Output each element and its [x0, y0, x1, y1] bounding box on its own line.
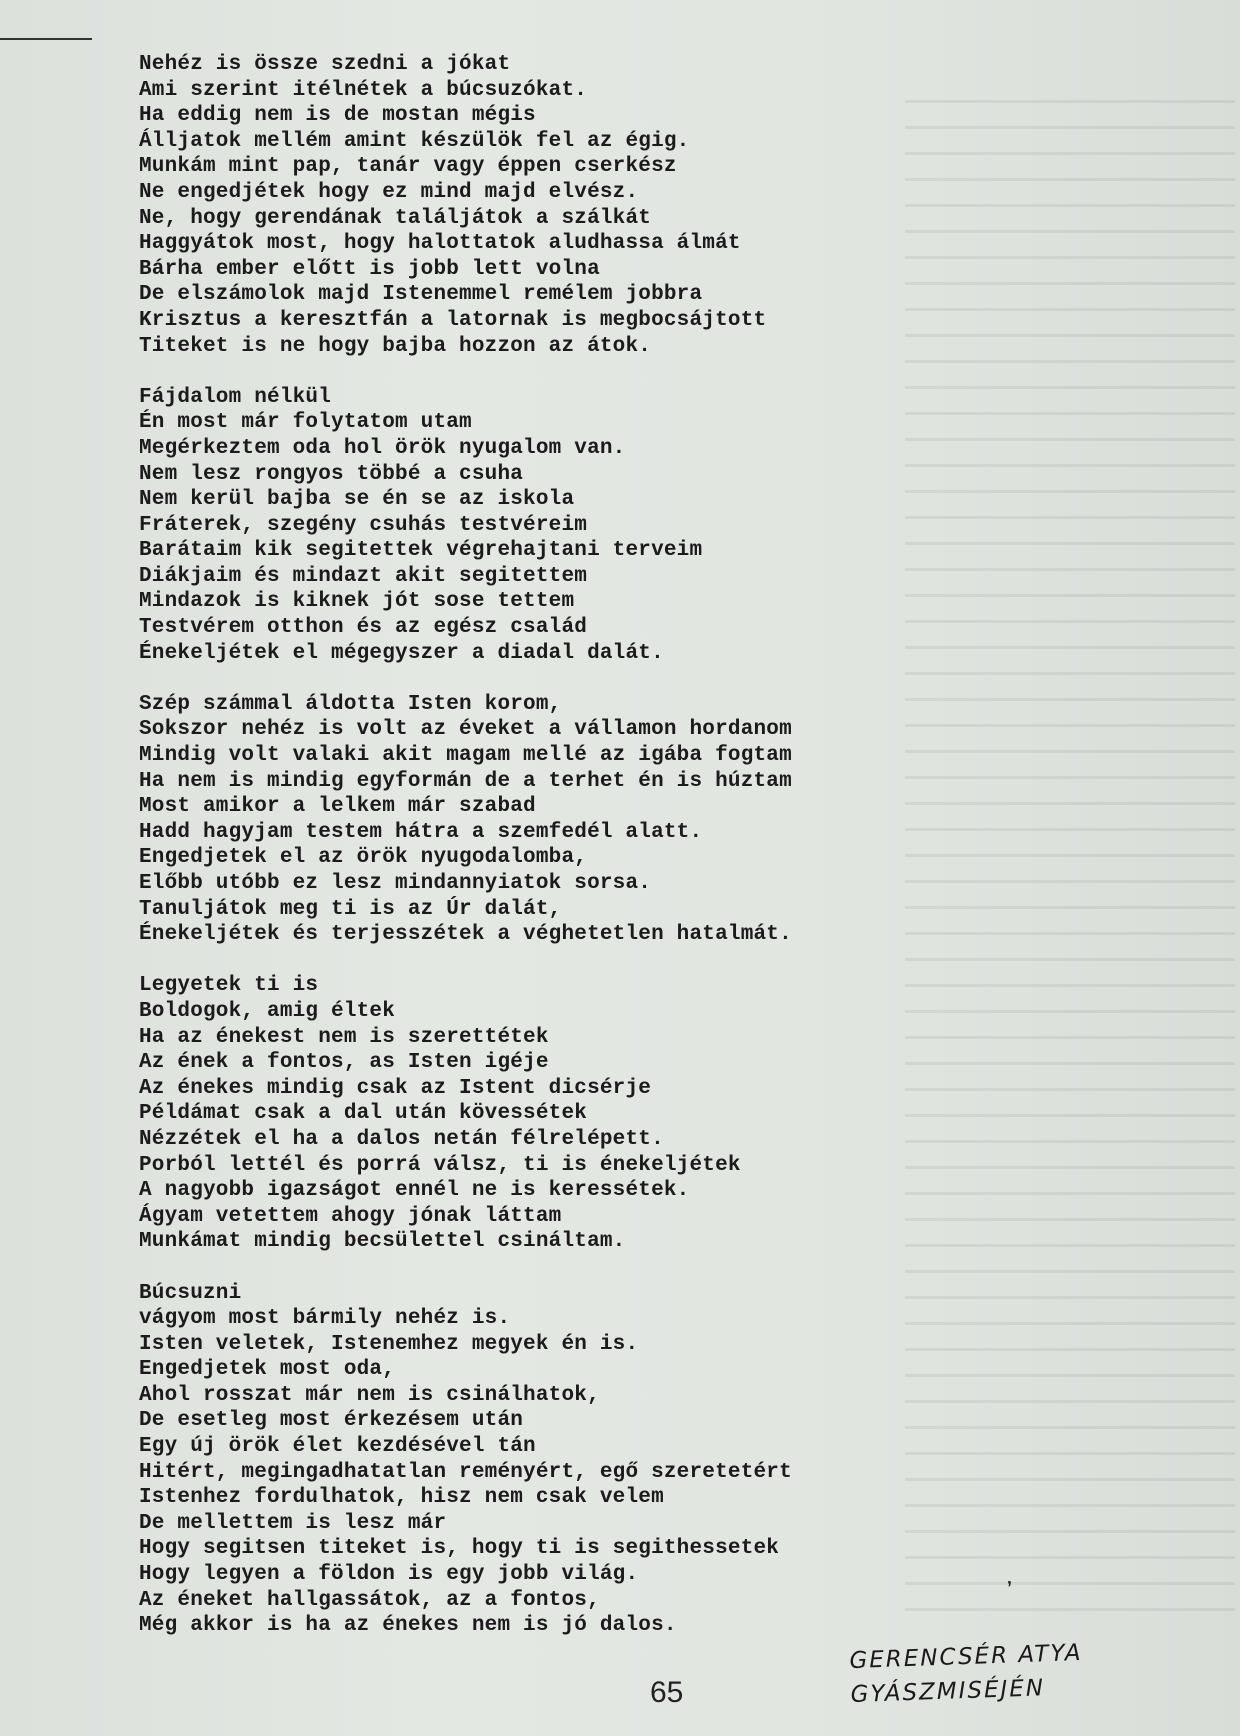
poem-line: Barátaim kik segitettek végrehajtani terveim: [139, 539, 703, 563]
poem-line: Tanuljátok meg ti is az Úr dalát,: [139, 897, 562, 921]
poem-line: Haggyátok most, hogy halottatok aludhassa álmát: [139, 232, 741, 256]
poem-line: Ahol rosszat már nem is csinálhatok,: [139, 1383, 600, 1407]
poem-line: Krisztus a keresztfán a latornak is megbocsájtott: [139, 308, 767, 332]
poem-line: Az ének a fontos, as Isten igéje: [139, 1051, 549, 1075]
stray-pen-mark: ʼ: [1004, 1580, 1015, 1600]
poem-line: Ágyam vetettem ahogy jónak láttam: [139, 1204, 562, 1228]
poem-line: Ha az énekest nem is szerettétek: [139, 1025, 549, 1049]
poem-line: Álljatok mellém amint készülök fel az égig.: [139, 129, 690, 153]
poem-line: Az éneket hallgassátok, az a fontos,: [139, 1588, 600, 1612]
stanza: [139, 692, 959, 948]
poem-line: Legyetek ti is: [139, 974, 319, 998]
poem-line: De mellettem is lesz már: [139, 1511, 447, 1535]
poem-line: Énekeljétek és terjesszétek a véghetetlen hatalmát.: [139, 923, 792, 947]
poem-line: vágyom most bármily nehéz is.: [139, 1307, 511, 1331]
poem-line: Egy új örök élet kezdésével tán: [139, 1435, 536, 1459]
page-edge-rule: [0, 38, 92, 40]
poem-line: Énekeljétek el mégegyszer a diadal dalát.: [139, 641, 664, 665]
poem-line: Fájdalom nélkül: [139, 385, 332, 409]
poem-line: De elszámolok majd Istenemmel remélem jobbra: [139, 283, 703, 307]
poem-line: Hogy legyen a földon is egy jobb világ.: [139, 1563, 639, 1587]
poem-line: Mindazok is kiknek jót sose tettem: [139, 590, 575, 614]
poem-line: Testvérem otthon és az egész család: [139, 616, 588, 640]
poem-line: Hogy segitsen titeket is, hogy ti is segithessetek: [139, 1537, 780, 1561]
stanza: [139, 385, 959, 667]
poem-line: Bárha ember előtt is jobb lett volna: [139, 257, 600, 281]
poem-line: Ne, hogy gerendának találjátok a szálkát: [139, 206, 652, 230]
poem-line: Az énekes mindig csak az Istent dicsérje: [139, 1076, 652, 1100]
annotation-line-2: GYÁSZMISÉJÉN: [850, 1675, 1046, 1709]
poem-line: Diákjaim és mindazt akit segitettem: [139, 564, 588, 588]
poem-line: Sokszor nehéz is volt az éveket a vállamon hordanom: [139, 718, 792, 742]
poem-line: Most amikor a lelkem már szabad: [139, 795, 536, 819]
poem-body: [139, 52, 959, 1664]
poem-line: Istenhez fordulhatok, hisz nem csak velem: [139, 1486, 664, 1510]
poem-line: Boldogok, amig éltek: [139, 999, 396, 1023]
poem-line: Búcsuzni: [139, 1281, 242, 1305]
poem-line: Ha nem is mindig egyformán de a terhet én is húztam: [139, 769, 792, 793]
poem-line: Példámat csak a dal után kövessétek: [139, 1102, 588, 1126]
poem-line: Hadd hagyjam testem hátra a szemfedél alatt.: [139, 820, 703, 844]
stanza: [139, 973, 959, 1255]
stanza: [139, 1281, 959, 1639]
poem-line: Nem kerül bajba se én se az iskola: [139, 488, 575, 512]
poem-line: Még akkor is ha az énekes nem is jó dalos.: [139, 1614, 677, 1638]
handwritten-annotation: [849, 1636, 1084, 1712]
poem-line: De esetleg most érkezésem után: [139, 1409, 524, 1433]
poem-line: Hitért, megingadhatatlan reményért, egő szeretetért: [139, 1460, 792, 1484]
poem-line: Ami szerint itélnétek a búcsuzókat.: [139, 78, 588, 102]
poem-line: Előbb utóbb ez lesz mindannyiatok sorsa.: [139, 872, 652, 895]
poem-line: Engedjetek most oda,: [139, 1358, 396, 1382]
poem-line: Nehéz is össze szedni a jókat: [139, 53, 511, 76]
poem-line: Isten veletek, Istenemhez megyek én is.: [139, 1332, 639, 1356]
poem-line: Munkám mint pap, tanár vagy éppen cserkész: [139, 155, 677, 179]
poem-line: A nagyobb igazságot ennél ne is keressétek.: [139, 1179, 690, 1203]
poem-line: Munkámat mindig becsülettel csináltam.: [139, 1230, 626, 1254]
poem-line: Engedjetek el az örök nyugodalomba,: [139, 846, 588, 870]
poem-line: Fráterek, szegény csuhás testvéreim: [139, 513, 588, 537]
poem-line: Ne engedjétek hogy ez mind majd elvész.: [139, 180, 639, 204]
poem-line: Ha eddig nem is de mostan mégis: [139, 104, 536, 128]
annotation-line-1: GERENCSÉR ATYA: [849, 1639, 1083, 1675]
poem-line: Szép számmal áldotta Isten korom,: [139, 692, 562, 716]
poem-line: Én most már folytatom utam: [139, 411, 472, 435]
poem-line: Megérkeztem oda hol örök nyugalom van.: [139, 436, 626, 460]
page-number: 65: [650, 1676, 684, 1709]
poem-line: Nézzétek el ha a dalos netán félrelépett.: [139, 1127, 664, 1151]
stanza: [139, 52, 959, 359]
poem-line: Titeket is ne hogy bajba hozzon az átok.: [139, 334, 652, 358]
poem-line: Nem lesz rongyos többé a csuha: [139, 462, 524, 486]
poem-line: Porból lettél és porrá válsz, ti is énekeljétek: [139, 1153, 741, 1177]
poem-line: Mindig volt valaki akit magam mellé az igába fogtam: [139, 744, 792, 768]
